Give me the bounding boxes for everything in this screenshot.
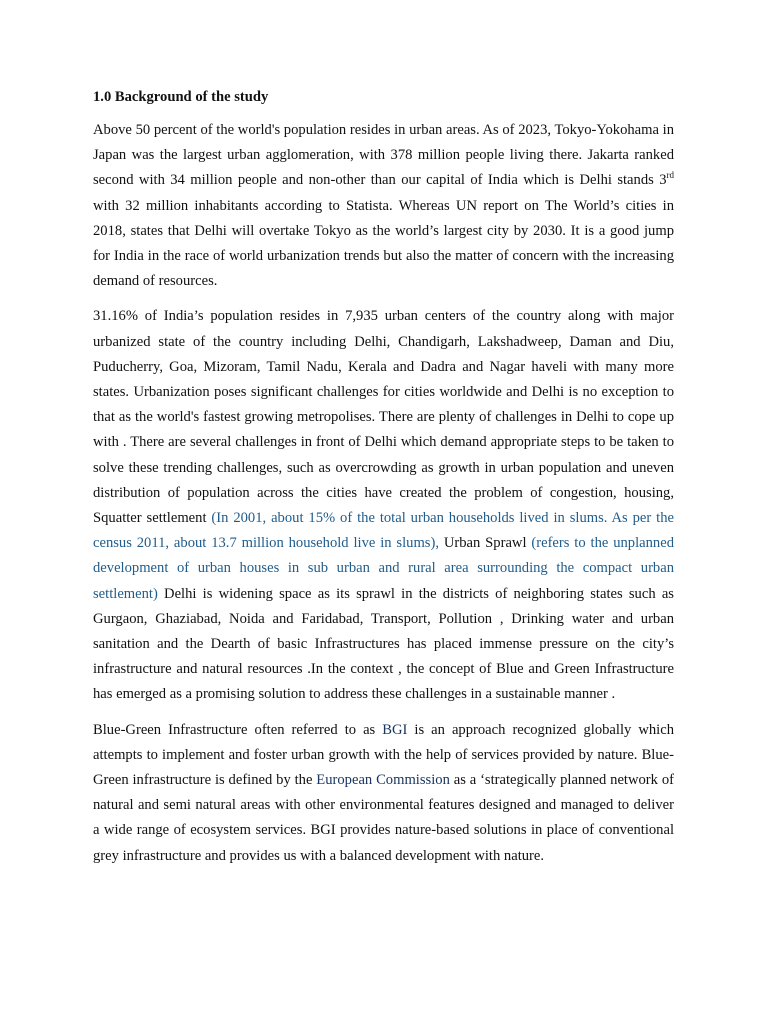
paragraph-3-text-c: as a ‘strategically planned network of natural and semi natural areas with other environmental features designed and managed to deliver a wide range of ecosystem services. BGI provides nature-based solutions in place of conventional grey infrastructure and provides us with a balanced development with nature. — [93, 772, 674, 864]
section-heading: 1.0 Background of the study — [93, 89, 269, 105]
bgi-term: BGI — [382, 721, 408, 738]
paragraph-1-text-a: Above 50 percent of the world's population resides in urban areas. As of 2023, Tokyo-Yokohama in Japan was the largest urban agglomeration, with 378 million people living there. Jakarta ranked second with 34 million people and non-other than our capital of India which is Delhi stands 3 — [93, 122, 674, 189]
paragraph-3 — [93, 718, 674, 869]
paragraph-2-text-a: 31.16% of India’s population resides in 7,935 urban centers of the country along with major urbanized state of the country including Delhi, Chandigarh, Lakshadweep, Daman and Diu, Puducherry, Goa, Mizoram, Tamil Nadu, Kerala and Dadra and Nagar haveli with many more states. Urbanization poses significant challenges for cities worldwide and Delhi is no exception to that as the world's fastest growing metropolises. There are plenty of challenges in Delhi to cope up with . There are several challenges in front of Delhi which demand appropriate steps to be taken to solve these trending challenges, such as overcrowding as growth in urban population and uneven distribution of population across the cities have created the problem of congestion, housing, Squatter settlement — [93, 308, 674, 527]
paragraph-2-text-b: Urban Sprawl — [438, 535, 532, 552]
paragraph-3-text-b: is an approach recognized globally which attempts to implement and foster urban growth with the help of services provided by nature. Blue-Green infrastructure is defined by the — [93, 721, 674, 789]
paragraph-3-text-a: Blue-Green Infrastructure often referred to as — [93, 721, 383, 738]
ordinal-superscript: rd — [666, 170, 674, 181]
paragraph-2-text-c: Delhi is widening space as its sprawl in the districts of neighboring states such as Gurgaon, Ghaziabad, Noida and Faridabad, Transport, Pollution , Drinking water and urban sanitation and the Dearth of basic Infrastructures has placed immense pressure on the city’s infrastructure and natural resources .In the context , the concept of Blue and Green Infrastructure has emerged as a promising solution to address these challenges in a sustainable manner . — [93, 585, 674, 703]
slums-note: (In 2001, about 15% of the total urban households lived in slums. As per the census 2011, about 13.7 million household live in slums), — [93, 510, 674, 552]
paragraph-2 — [93, 304, 674, 707]
european-commission-term: European Commission — [316, 772, 450, 789]
urban-sprawl-note: (refers to the unplanned development of urban houses in sub urban and rural area surrounding the compact urban settlement) — [93, 535, 674, 602]
paragraph-1-text-b: with 32 million inhabitants according to Statista. Whereas UN report on The World’s cities in 2018, states that Delhi will overtake Tokyo as the world’s largest city by 2030. It is a good jump for India in the race of world urbanization trends but also the matter of concern with the increasing demand of resources. — [93, 197, 674, 290]
paragraph-1 — [93, 118, 674, 294]
document-body — [93, 86, 674, 879]
